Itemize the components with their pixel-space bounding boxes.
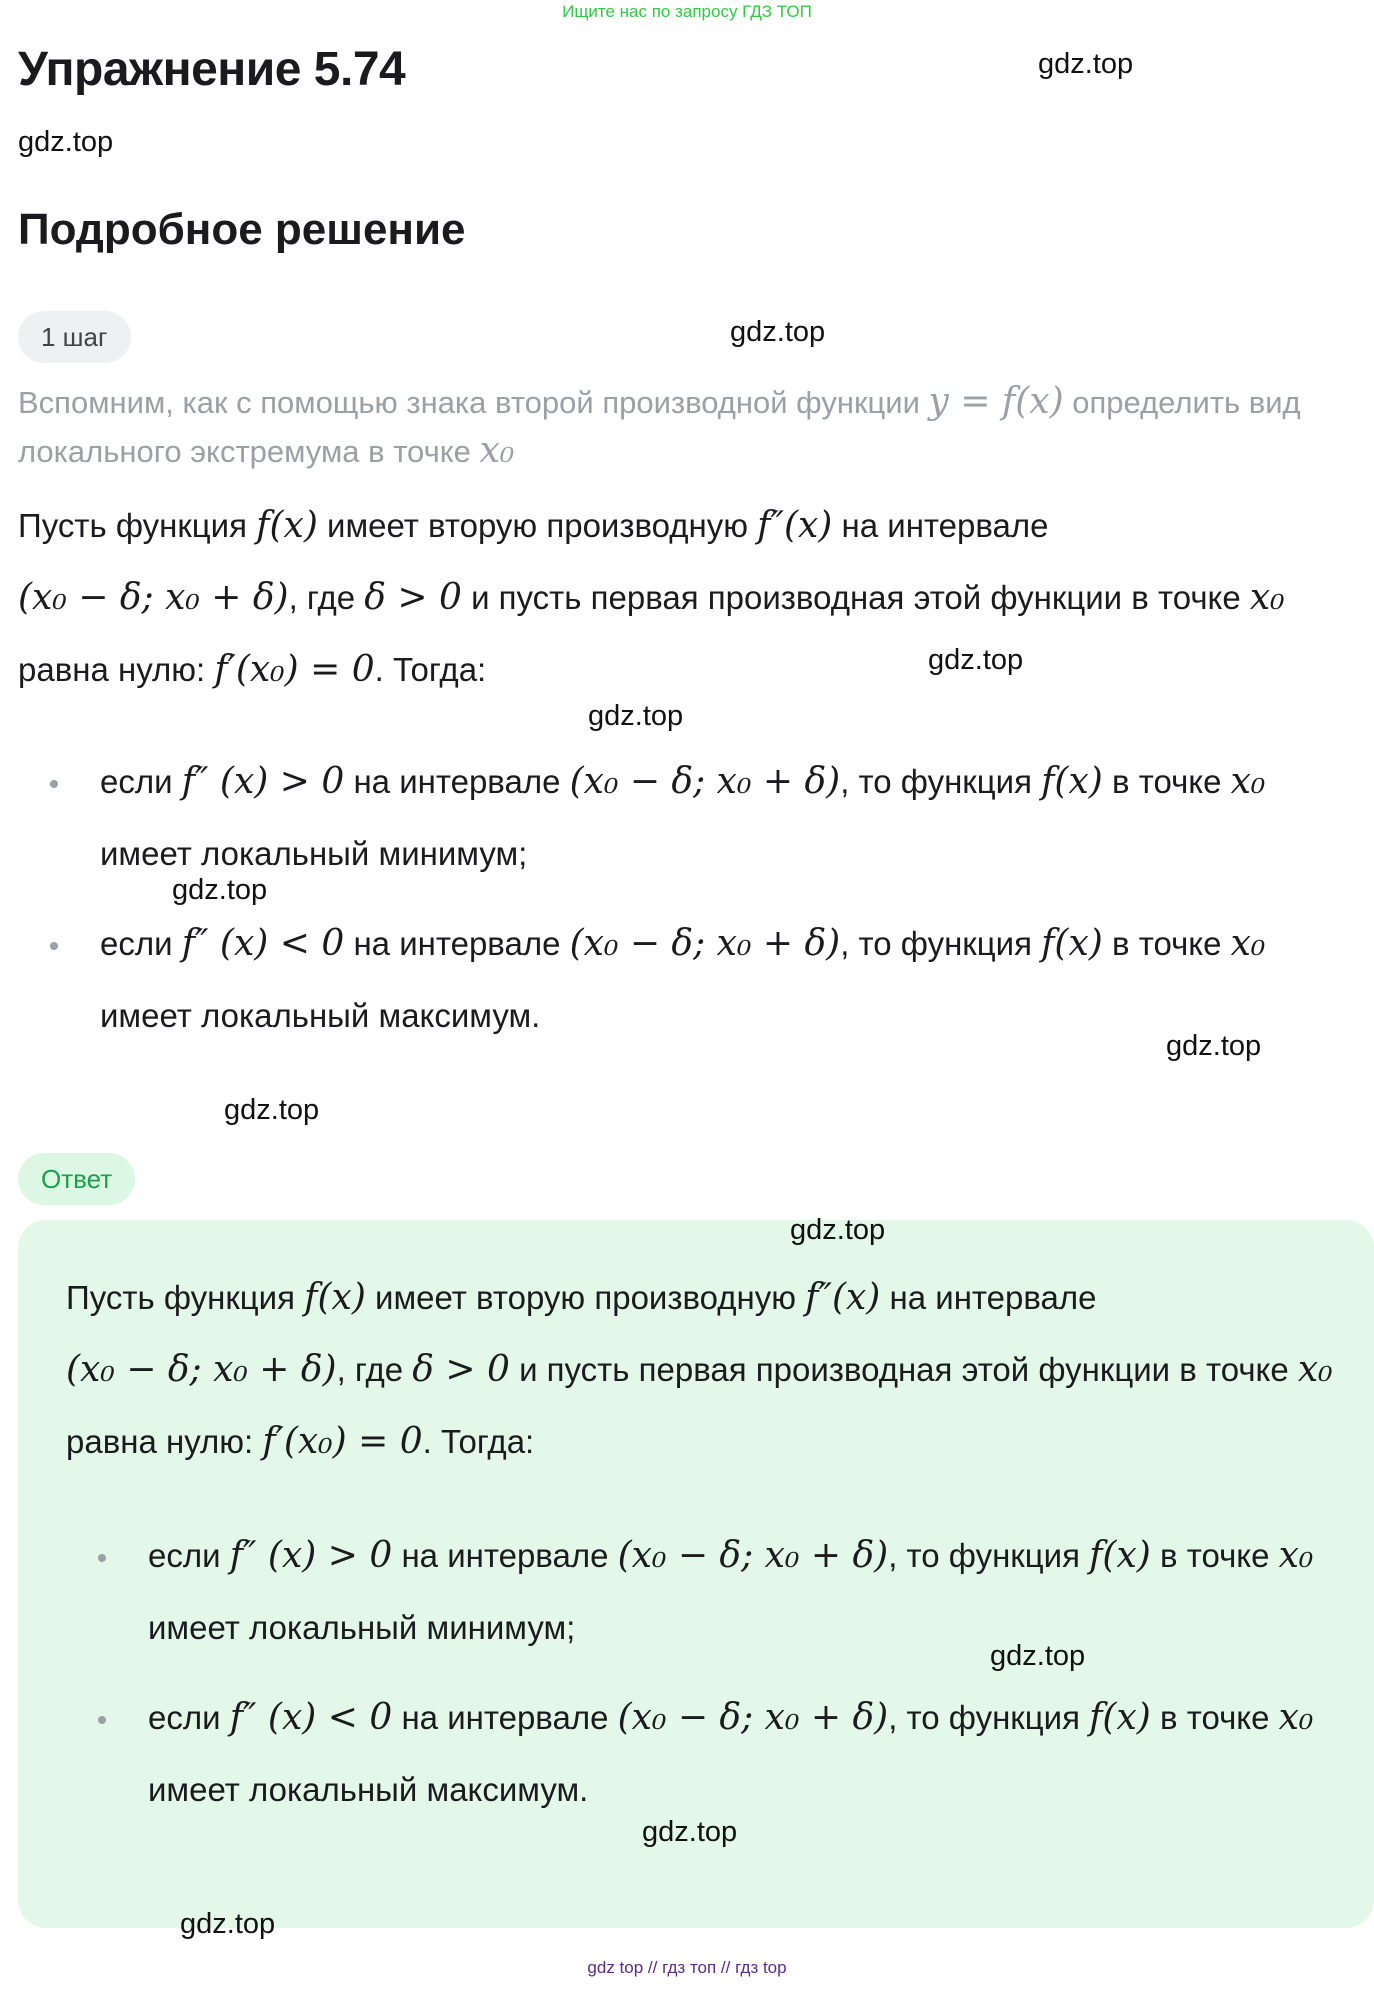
statement-text: на интервале (832, 507, 1049, 544)
statement-text: равна нулю: (66, 1423, 263, 1460)
bullet-icon (50, 780, 58, 788)
watermark: gdz.top (790, 1214, 886, 1246)
case-text: , то функция (840, 925, 1042, 962)
statement-text: Пусть функция (18, 507, 257, 544)
case-text: если (100, 925, 182, 962)
list-item (18, 908, 1348, 1052)
watermark: gdz.top (928, 644, 1024, 676)
top-banner: Ищите нас по запросу ГДЗ ТОП (562, 2, 812, 21)
statement-text: имеет вторую производную (317, 507, 758, 544)
math-expression: x₀ (1230, 923, 1266, 964)
section-title: Подробное решение (18, 205, 466, 254)
watermark: gdz.top (588, 700, 684, 732)
watermark: gdz.top (1038, 48, 1134, 80)
answer-statement (66, 1262, 1356, 1478)
bullet-icon (98, 1554, 106, 1562)
statement-text: . Тогда: (422, 1423, 535, 1460)
case-text: имеет локальный максимум. (100, 997, 541, 1034)
math-expression: δ > 0 (412, 1349, 510, 1390)
bullet-icon (98, 1716, 106, 1724)
case-text: имеет локальный минимум; (148, 1609, 576, 1646)
math-expression: y = f(x) (928, 381, 1064, 422)
math-expression: (x₀ − δ; x₀ + δ) (18, 577, 289, 618)
case-text: на интервале (392, 1699, 618, 1736)
statement-text: , где (288, 579, 365, 616)
statement-text: имеет вторую производную (365, 1279, 806, 1316)
step-badge: 1 шаг (18, 311, 131, 363)
hint-paragraph (18, 378, 1348, 476)
case-text: в точке (1150, 1699, 1279, 1736)
math-expression: f″(x) (805, 1277, 881, 1318)
statement-text: Пусть функция (66, 1279, 305, 1316)
case-text: если (148, 1699, 230, 1736)
hint-text: определить вид локального экстремума в точке (18, 385, 1301, 469)
list-item (18, 746, 1348, 890)
watermark: gdz.top (180, 1908, 276, 1940)
case-text: в точке (1150, 1537, 1279, 1574)
case-text: имеет локальный максимум. (148, 1771, 589, 1808)
statement-text: , где (336, 1351, 413, 1388)
math-expression: f(x) (1041, 761, 1103, 802)
math-expression: f(x) (304, 1277, 366, 1318)
math-expression: f(x) (1089, 1535, 1151, 1576)
math-expression: f″ (x) > 0 (229, 1535, 393, 1576)
math-expression: x₀ (1278, 1697, 1314, 1738)
watermark: gdz.top (730, 316, 826, 348)
statement-text: и пусть первая производная этой функции в точке (509, 1351, 1298, 1388)
case-text: , то функция (888, 1699, 1090, 1736)
math-expression: f(x) (1089, 1697, 1151, 1738)
footer-links: gdz top // гдз топ // гдз top (587, 1958, 787, 1977)
case-text: в точке (1102, 763, 1231, 800)
case-text: если (148, 1537, 230, 1574)
hint-text: Вспомним, как с помощью знака второй производной функции (18, 385, 929, 420)
math-expression: x₀ (1230, 761, 1266, 802)
math-expression: δ > 0 (364, 577, 462, 618)
math-expression: f′(x₀) = 0 (214, 649, 375, 690)
math-expression: f″(x) (757, 505, 833, 546)
statement-text: . Тогда: (374, 651, 487, 688)
case-text: на интервале (344, 925, 570, 962)
math-expression: x₀ (1278, 1535, 1314, 1576)
math-expression: f(x) (256, 505, 318, 546)
case-text: в точке (1102, 925, 1231, 962)
case-text: , то функция (888, 1537, 1090, 1574)
math-expression: x₀ (1249, 577, 1285, 618)
math-expression: x₀ (479, 430, 515, 471)
list-item (66, 1682, 1356, 1826)
math-expression: f(x) (1041, 923, 1103, 964)
case-text: на интервале (344, 763, 570, 800)
case-text: если (100, 763, 182, 800)
statement-text: на интервале (880, 1279, 1097, 1316)
math-expression: (x₀ − δ; x₀ + δ) (569, 761, 841, 802)
list-item (66, 1520, 1356, 1664)
statement-paragraph (18, 490, 1348, 706)
math-expression: (x₀ − δ; x₀ + δ) (617, 1535, 889, 1576)
watermark: gdz.top (990, 1640, 1086, 1672)
case-text: на интервале (392, 1537, 618, 1574)
math-expression: x₀ (1297, 1349, 1333, 1390)
watermark: gdz.top (642, 1816, 738, 1848)
watermark: gdz.top (172, 874, 268, 906)
case-text: имеет локальный минимум; (100, 835, 528, 872)
math-expression: f″ (x) > 0 (181, 761, 345, 802)
math-expression: (x₀ − δ; x₀ + δ) (66, 1349, 337, 1390)
math-expression: (x₀ − δ; x₀ + δ) (617, 1697, 889, 1738)
watermark: gdz.top (224, 1094, 320, 1126)
case-text: , то функция (840, 763, 1042, 800)
statement-text: и пусть первая производная этой функции в точке (461, 579, 1250, 616)
watermark: gdz.top (18, 126, 114, 158)
math-expression: f′(x₀) = 0 (262, 1421, 423, 1462)
answer-conditions-list (66, 1520, 1356, 1826)
math-expression: f″ (x) < 0 (229, 1697, 393, 1738)
page-title: Упражнение 5.74 (18, 43, 406, 96)
answer-badge: Ответ (18, 1153, 135, 1205)
watermark: gdz.top (1166, 1030, 1262, 1062)
math-expression: f″ (x) < 0 (181, 923, 345, 964)
math-expression: (x₀ − δ; x₀ + δ) (569, 923, 841, 964)
statement-text: равна нулю: (18, 651, 215, 688)
bullet-icon (50, 942, 58, 950)
